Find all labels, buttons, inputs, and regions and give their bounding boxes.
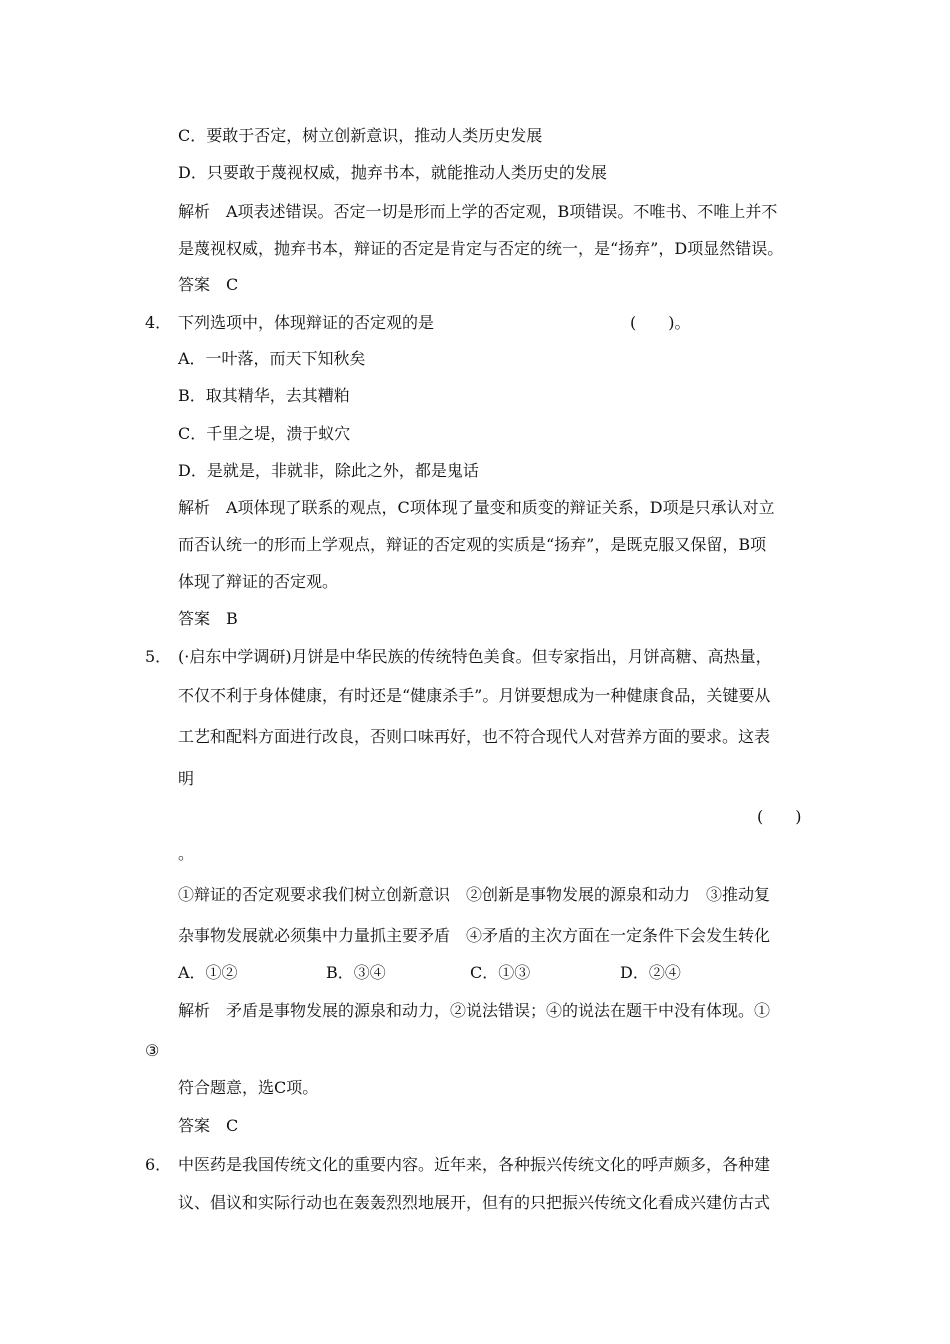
q4-stem: 下列选项中，体现辩证的否定观的是 [178, 313, 435, 332]
q6-stem-line1: 中医药是我国传统文化的重要内容。近年来，各种振兴传统文化的呼声颇多，各种建 [178, 1155, 771, 1174]
q5-number: 5． [145, 647, 172, 666]
q4-option-a: A．一叶落，而天下知秋矣 [178, 349, 366, 368]
q3-analysis-line1: 解析 A项表述错误。否定一切是形而上学的否定观，B项错误。不唯书、不唯上并不 [178, 202, 778, 221]
q5-period: 。 [178, 844, 195, 863]
q4-analysis-line3: 体现了辩证的否定观。 [178, 572, 339, 591]
q4-analysis-line1: 解析 A项体现了联系的观点，C项体现了量变和质变的辩证关系，D项是只承认对立 [178, 498, 775, 517]
q3-option-d: D．只要敢于蔑视权威，抛弃书本，就能推动人类历史的发展 [178, 163, 607, 182]
q5-stem-line3: 工艺和配料方面进行改良，否则口味再好，也不符合现代人对营养方面的要求。这表 [178, 727, 771, 746]
q5-answer-bracket: ( ) [757, 807, 802, 826]
q5-option-d: D．②④ [620, 963, 681, 982]
q4-answer: 答案 B [178, 609, 238, 628]
q5-answer: 答案 C [178, 1116, 239, 1135]
q5-stem-line1: (·启东中学调研)月饼是中华民族的传统特色美食。但专家指出，月饼高糖、高热量， [178, 647, 772, 666]
q5-analysis-line3: 符合题意，选C项。 [178, 1078, 319, 1097]
q3-option-c: C．要敢于否定，树立创新意识，推动人类历史发展 [178, 126, 543, 145]
q6-number: 6． [145, 1155, 172, 1174]
q3-analysis-line2: 是蔑视权威，抛弃书本，辩证的否定是肯定与否定的统一，是“扬弃”，D项显然错误。 [178, 239, 784, 258]
q5-stem-line2: 不仅不利于身体健康，有时还是“健康杀手”。月饼要想成为一种健康食品，关键要从 [178, 686, 771, 705]
q4-analysis-line2: 而否认统一的形而上学观点，辩证的否定观的实质是“扬弃”，是既克服又保留，B项 [178, 535, 767, 554]
q4-option-b: B．取其精华，去其糟粕 [178, 386, 350, 405]
q4-option-c: C．千里之堤，溃于蚁穴 [178, 424, 351, 443]
q4-option-d: D．是就是，非就非，除此之外，都是鬼话 [178, 461, 479, 480]
q5-analysis-line1: 解析 矛盾是事物发展的源泉和动力，②说法错误；④的说法在题干中没有体现。① [178, 1001, 771, 1020]
q5-statements-line1: ①辩证的否定观要求我们树立创新意识 ②创新是事物发展的源泉和动力 ③推动复 [178, 885, 771, 904]
q5-stem-line4: 明 [178, 769, 195, 788]
q6-stem-line2: 议、倡议和实际行动也在轰轰烈烈地展开，但有的只把振兴传统文化看成兴建仿古式 [178, 1193, 771, 1212]
q4-answer-bracket: ( )。 [630, 313, 691, 332]
q5-option-c: C．①③ [470, 963, 531, 982]
q5-option-b: B．③④ [326, 963, 386, 982]
q5-analysis-line2: ③ [145, 1041, 160, 1060]
q5-statements-line2: 杂事物发展就必须集中力量抓主要矛盾 ④矛盾的主次方面在一定条件下会发生转化 [178, 926, 771, 945]
q5-option-a: A．①② [178, 963, 238, 982]
q3-answer: 答案 C [178, 275, 239, 294]
q4-number: 4． [145, 313, 172, 332]
